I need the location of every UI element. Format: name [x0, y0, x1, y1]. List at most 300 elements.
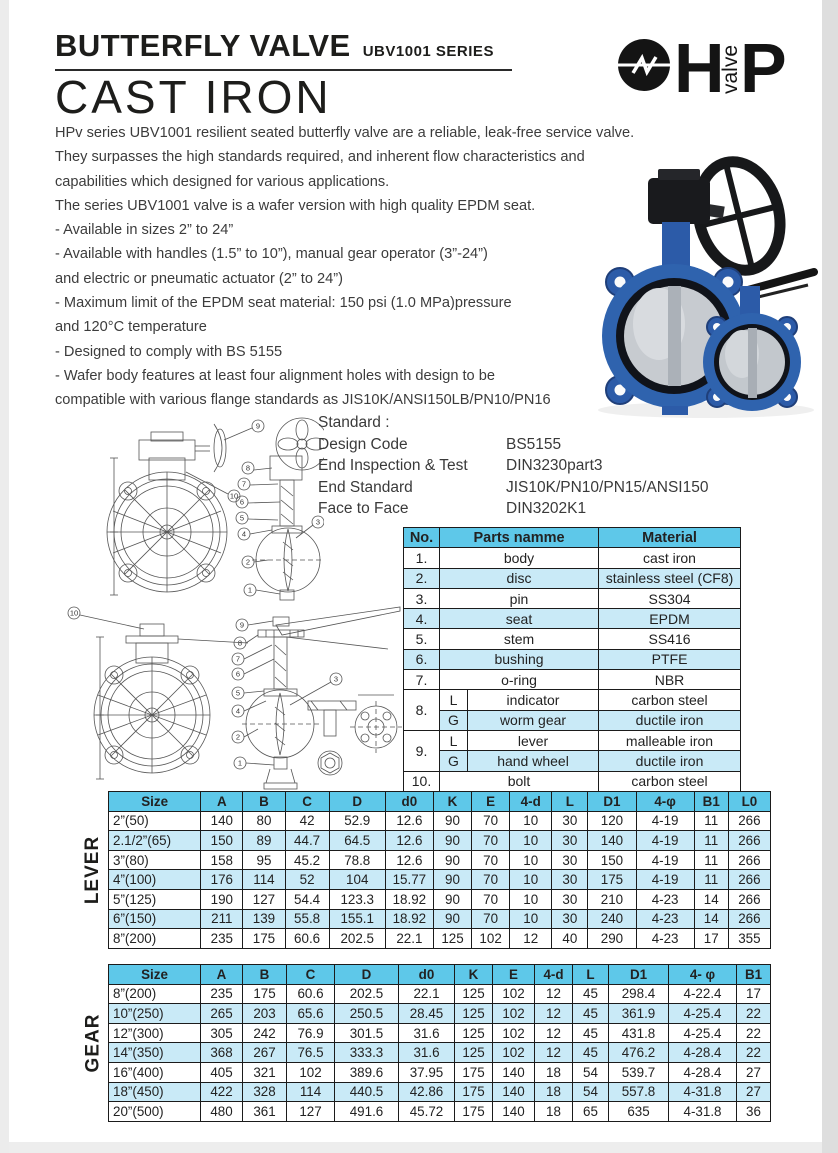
- dim-value-cell: 150: [588, 850, 636, 870]
- dim-value-cell: 12: [535, 1004, 573, 1024]
- dim-value-cell: 10: [510, 831, 552, 851]
- dim-value-cell: 12.6: [385, 811, 433, 831]
- size-cell: 2”(50): [109, 811, 201, 831]
- callout-number: 8: [237, 638, 243, 648]
- dim-value-cell: 55.8: [285, 909, 329, 929]
- dim-value-cell: 89: [243, 831, 285, 851]
- dim-value-cell: 235: [201, 984, 243, 1004]
- dim-header-cell: K: [433, 792, 471, 812]
- dim-value-cell: 175: [455, 1082, 493, 1102]
- page-subtitle: CAST IRON: [55, 71, 332, 123]
- dim-row: [109, 909, 771, 929]
- dim-header-cell: L: [573, 965, 609, 985]
- col-material: Material: [599, 528, 741, 548]
- dim-header-cell: B1: [737, 965, 771, 985]
- dim-value-cell: 90: [433, 870, 471, 890]
- dim-value-cell: 42: [285, 811, 329, 831]
- parts-table: [403, 527, 741, 792]
- dim-header-cell: E: [472, 792, 510, 812]
- dim-value-cell: 30: [552, 811, 588, 831]
- dim-value-cell: 22: [737, 1023, 771, 1043]
- dim-value-cell: 266: [728, 831, 770, 851]
- dim-value-cell: 60.6: [287, 984, 335, 1004]
- dim-value-cell: 45: [573, 984, 609, 1004]
- dim-value-cell: 175: [588, 870, 636, 890]
- dim-value-cell: 70: [472, 811, 510, 831]
- part-name-cell: indicator: [468, 690, 599, 710]
- dim-row: [109, 1062, 771, 1082]
- dim-value-cell: 235: [201, 929, 243, 949]
- dim-value-cell: 266: [728, 870, 770, 890]
- dim-row: [109, 889, 771, 909]
- dim-value-cell: 18: [535, 1102, 573, 1122]
- dim-value-cell: 54: [573, 1062, 609, 1082]
- dim-header-cell: d0: [399, 965, 455, 985]
- dim-value-cell: 175: [243, 929, 285, 949]
- gear-label: [78, 964, 108, 1122]
- dim-header-cell: D: [335, 965, 399, 985]
- dim-value-cell: 18.92: [385, 889, 433, 909]
- dim-value-cell: 4-19: [636, 870, 694, 890]
- part-name-cell: lever: [468, 730, 599, 750]
- dim-value-cell: 301.5: [335, 1023, 399, 1043]
- logo-p: P: [740, 29, 787, 107]
- dim-value-cell: 52: [285, 870, 329, 890]
- part-material-cell: ductile iron: [599, 751, 741, 771]
- dim-value-cell: 54.4: [285, 889, 329, 909]
- dim-value-cell: 539.7: [609, 1062, 669, 1082]
- callout-number: 7: [241, 479, 247, 489]
- dim-value-cell: 28.45: [399, 1004, 455, 1024]
- part-no-cell: 3.: [404, 588, 440, 608]
- size-cell: 6”(150): [109, 909, 201, 929]
- dim-value-cell: 4-23: [636, 909, 694, 929]
- dim-value-cell: 27: [737, 1062, 771, 1082]
- standard-label: Design Code: [318, 435, 408, 453]
- dim-value-cell: 76.5: [287, 1043, 335, 1063]
- dim-value-cell: 125: [433, 929, 471, 949]
- part-no-cell: 5.: [404, 629, 440, 649]
- dim-value-cell: 90: [433, 909, 471, 929]
- dim-value-cell: 70: [472, 850, 510, 870]
- parts-row: [404, 730, 741, 750]
- dim-value-cell: 11: [694, 831, 728, 851]
- dim-value-cell: 140: [493, 1082, 535, 1102]
- dim-value-cell: 114: [243, 870, 285, 890]
- part-name-cell: disc: [440, 568, 599, 588]
- dim-value-cell: 368: [201, 1043, 243, 1063]
- dim-value-cell: 10: [510, 909, 552, 929]
- intro-line: - Available in sizes 2” to 24”: [55, 222, 234, 239]
- dim-value-cell: 30: [552, 909, 588, 929]
- part-material-cell: SS416: [599, 629, 741, 649]
- dim-value-cell: 30: [552, 831, 588, 851]
- dim-value-cell: 12: [535, 1043, 573, 1063]
- dim-value-cell: 42.86: [399, 1082, 455, 1102]
- dim-header-cell: L: [552, 792, 588, 812]
- dim-value-cell: 127: [287, 1102, 335, 1122]
- dim-value-cell: 54: [573, 1082, 609, 1102]
- intro-line: compatible with various flange standards as JIS10K/ANSI150LB/PN10/PN16: [55, 392, 551, 409]
- dim-value-cell: 10: [510, 850, 552, 870]
- part-no-cell: 1.: [404, 548, 440, 568]
- dim-value-cell: 242: [243, 1023, 287, 1043]
- part-material-cell: EPDM: [599, 609, 741, 629]
- dim-value-cell: 76.9: [287, 1023, 335, 1043]
- dim-value-cell: 158: [201, 850, 243, 870]
- dim-value-cell: 60.6: [285, 929, 329, 949]
- dim-row: [109, 984, 771, 1004]
- dim-row: [109, 870, 771, 890]
- dim-header-cell: C: [285, 792, 329, 812]
- part-no-cell: 2.: [404, 568, 440, 588]
- dim-header-cell: A: [201, 792, 243, 812]
- lever-label: [78, 791, 108, 949]
- header: [55, 28, 494, 64]
- standard-row: [318, 498, 708, 520]
- dim-value-cell: 27: [737, 1082, 771, 1102]
- callout-number: 2: [235, 732, 241, 742]
- lever-header-row: [109, 792, 771, 812]
- dim-value-cell: 298.4: [609, 984, 669, 1004]
- intro-line: They surpasses the high standards required, and inherent flow characteristics and: [55, 149, 585, 166]
- dim-value-cell: 333.3: [335, 1043, 399, 1063]
- parts-row: [404, 609, 741, 629]
- standard-label: End Standard: [318, 478, 413, 496]
- part-lg-cell: L: [440, 690, 468, 710]
- dim-value-cell: 139: [243, 909, 285, 929]
- dim-value-cell: 102: [287, 1062, 335, 1082]
- callout-number: 6: [235, 669, 241, 679]
- dim-value-cell: 102: [472, 929, 510, 949]
- dim-value-cell: 102: [493, 984, 535, 1004]
- logo-h: H: [674, 29, 725, 107]
- dim-value-cell: 30: [552, 850, 588, 870]
- dim-value-cell: 22.1: [385, 929, 433, 949]
- dim-value-cell: 175: [243, 984, 287, 1004]
- dim-value-cell: 22.1: [399, 984, 455, 1004]
- dim-row: [109, 811, 771, 831]
- dim-value-cell: 4-31.8: [669, 1082, 737, 1102]
- lever-dimension-table: [108, 791, 771, 949]
- dim-value-cell: 480: [201, 1102, 243, 1122]
- dim-value-cell: 125: [455, 1043, 493, 1063]
- dim-header-cell: 4-d: [510, 792, 552, 812]
- dim-value-cell: 44.7: [285, 831, 329, 851]
- dim-row: [109, 1102, 771, 1122]
- dim-header-cell: D1: [609, 965, 669, 985]
- dim-value-cell: 202.5: [335, 984, 399, 1004]
- intro-line: capabilities which designed for various applications.: [55, 173, 390, 190]
- hp-valve-logo-icon: [606, 18, 816, 108]
- dim-value-cell: 361.9: [609, 1004, 669, 1024]
- dim-header-cell: B1: [694, 792, 728, 812]
- intro-line: The series UBV1001 valve is a wafer version with high quality EPDM seat.: [55, 197, 536, 214]
- callout-number: 3: [315, 517, 321, 527]
- intro-line: - Available with handles (1.5” to 10”), manual gear operator (3”-24”): [55, 246, 488, 263]
- dim-value-cell: 355: [728, 929, 770, 949]
- intro-line: - Designed to comply with BS 5155: [55, 343, 283, 360]
- dim-value-cell: 95: [243, 850, 285, 870]
- dim-value-cell: 10: [510, 811, 552, 831]
- callout-number: 2: [245, 557, 251, 567]
- callout-number: 3: [333, 674, 339, 684]
- dim-value-cell: 14: [694, 889, 728, 909]
- dim-value-cell: 4-23: [636, 889, 694, 909]
- size-cell: 12”(300): [109, 1023, 201, 1043]
- dim-value-cell: 12: [535, 984, 573, 1004]
- dim-value-cell: 70: [472, 831, 510, 851]
- parts-table-body: [404, 548, 741, 792]
- callout-number: 10: [229, 491, 239, 501]
- dim-value-cell: 250.5: [335, 1004, 399, 1024]
- dim-value-cell: 389.6: [335, 1062, 399, 1082]
- dim-value-cell: 140: [493, 1062, 535, 1082]
- dim-value-cell: 102: [493, 1023, 535, 1043]
- dim-value-cell: 202.5: [329, 929, 385, 949]
- dim-value-cell: 210: [588, 889, 636, 909]
- intro-line: - Maximum limit of the EPDM seat material: 150 psi (1.0 MPa)pressure: [55, 295, 512, 312]
- technical-drawing-lever-type: [52, 597, 404, 793]
- dim-value-cell: 328: [243, 1082, 287, 1102]
- part-no-cell: 9.: [404, 730, 440, 771]
- part-material-cell: ductile iron: [599, 710, 741, 730]
- dim-value-cell: 45: [573, 1043, 609, 1063]
- dim-value-cell: 70: [472, 870, 510, 890]
- dim-value-cell: 140: [588, 831, 636, 851]
- dim-value-cell: 440.5: [335, 1082, 399, 1102]
- lever-label-text: LEVER: [82, 835, 104, 905]
- dim-value-cell: 125: [455, 1004, 493, 1024]
- dim-value-cell: 45: [573, 1023, 609, 1043]
- dim-value-cell: 431.8: [609, 1023, 669, 1043]
- dim-value-cell: 125: [455, 984, 493, 1004]
- dim-value-cell: 4-19: [636, 850, 694, 870]
- dim-value-cell: 78.8: [329, 850, 385, 870]
- part-name-cell: bushing: [440, 649, 599, 669]
- dim-header-cell: d0: [385, 792, 433, 812]
- parts-row: [404, 629, 741, 649]
- dim-value-cell: 90: [433, 831, 471, 851]
- dim-value-cell: 476.2: [609, 1043, 669, 1063]
- gear-table-body: [109, 984, 771, 1121]
- page-title: BUTTERFLY VALVE: [55, 28, 351, 63]
- part-no-cell: 8.: [404, 690, 440, 731]
- size-cell: 8”(200): [109, 929, 201, 949]
- dim-row: [109, 1004, 771, 1024]
- parts-header-row: [404, 528, 741, 548]
- dim-value-cell: 240: [588, 909, 636, 929]
- lever-dimension-section: [78, 791, 771, 949]
- part-name-cell: hand wheel: [468, 751, 599, 771]
- dim-value-cell: 405: [201, 1062, 243, 1082]
- part-name-cell: pin: [440, 588, 599, 608]
- page-edge-left: [0, 0, 9, 1153]
- callout-number: 9: [239, 620, 245, 630]
- dim-row: [109, 831, 771, 851]
- part-no-cell: 7.: [404, 670, 440, 690]
- dim-value-cell: 361: [243, 1102, 287, 1122]
- dim-value-cell: 45.2: [285, 850, 329, 870]
- dim-value-cell: 70: [472, 889, 510, 909]
- dim-value-cell: 557.8: [609, 1082, 669, 1102]
- dim-value-cell: 30: [552, 870, 588, 890]
- standard-value: BS5155: [506, 435, 562, 453]
- dim-value-cell: 30: [552, 889, 588, 909]
- intro-line: and electric or pneumatic actuator (2” to 24”): [55, 270, 343, 287]
- dim-value-cell: 176: [201, 870, 243, 890]
- dim-value-cell: 203: [243, 1004, 287, 1024]
- size-cell: 16”(400): [109, 1062, 201, 1082]
- size-cell: 2.1/2”(65): [109, 831, 201, 851]
- parts-row: [404, 670, 741, 690]
- dim-header-cell: A: [201, 965, 243, 985]
- dim-value-cell: 190: [201, 889, 243, 909]
- dim-value-cell: 266: [728, 889, 770, 909]
- size-cell: 20”(500): [109, 1102, 201, 1122]
- dim-value-cell: 22: [737, 1043, 771, 1063]
- standard-row: [318, 434, 708, 456]
- dim-value-cell: 491.6: [335, 1102, 399, 1122]
- standards-heading: Standard :: [318, 414, 390, 431]
- part-material-cell: carbon steel: [599, 690, 741, 710]
- size-cell: 4”(100): [109, 870, 201, 890]
- dim-header-cell: D: [329, 792, 385, 812]
- dim-value-cell: 140: [493, 1102, 535, 1122]
- dim-value-cell: 90: [433, 850, 471, 870]
- part-lg-cell: L: [440, 730, 468, 750]
- standard-row: [318, 477, 708, 499]
- dim-value-cell: 635: [609, 1102, 669, 1122]
- dim-header-cell: 4-d: [535, 965, 573, 985]
- logo-valve-vertical: valve: [719, 44, 742, 94]
- dim-value-cell: 321: [243, 1062, 287, 1082]
- gear-label-text: GEAR: [82, 1013, 103, 1073]
- part-material-cell: cast iron: [599, 548, 741, 568]
- callout-number: 1: [247, 585, 253, 595]
- standard-row: [318, 455, 708, 477]
- dim-value-cell: 65.6: [287, 1004, 335, 1024]
- dim-value-cell: 36: [737, 1102, 771, 1122]
- parts-row: [404, 710, 741, 730]
- dim-value-cell: 127: [243, 889, 285, 909]
- standards-rows: [318, 434, 708, 520]
- dim-value-cell: 15.77: [385, 870, 433, 890]
- dim-value-cell: 120: [588, 811, 636, 831]
- dim-value-cell: 10: [510, 870, 552, 890]
- standard-value: JIS10K/PN10/PN15/ANSI150: [506, 478, 709, 496]
- dim-value-cell: 140: [201, 811, 243, 831]
- callout-number: 8: [245, 463, 251, 473]
- dim-value-cell: 40: [552, 929, 588, 949]
- parts-row: [404, 649, 741, 669]
- dim-header-cell: K: [455, 965, 493, 985]
- dim-value-cell: 266: [728, 811, 770, 831]
- part-name-cell: worm gear: [468, 710, 599, 730]
- part-lg-cell: G: [440, 751, 468, 771]
- dim-value-cell: 4-28.4: [669, 1062, 737, 1082]
- gear-dimension-table: [108, 964, 771, 1122]
- dim-header-cell: E: [493, 965, 535, 985]
- dim-header-cell: L0: [728, 792, 770, 812]
- dim-header-cell: D1: [588, 792, 636, 812]
- standards-block: [318, 412, 708, 520]
- dim-row: [109, 929, 771, 949]
- gear-header-row: [109, 965, 771, 985]
- dim-value-cell: 123.3: [329, 889, 385, 909]
- dim-value-cell: 266: [728, 850, 770, 870]
- intro-line: HPv series UBV1001 resilient seated butterfly valve are a reliable, leak-free service valve.: [55, 125, 635, 141]
- page-edge-bottom: [9, 1142, 822, 1153]
- dim-row: [109, 1023, 771, 1043]
- size-cell: 14”(350): [109, 1043, 201, 1063]
- standard-value: DIN3230part3: [506, 457, 603, 474]
- dim-value-cell: 90: [433, 889, 471, 909]
- part-no-cell: 4.: [404, 609, 440, 629]
- parts-row: [404, 588, 741, 608]
- part-name-cell: seat: [440, 609, 599, 629]
- dim-value-cell: 18.92: [385, 909, 433, 929]
- technical-drawing-gear-type: [52, 410, 324, 604]
- part-material-cell: carbon steel: [599, 771, 741, 791]
- intro-line: and 120°C temperature: [55, 319, 207, 336]
- part-material-cell: malleable iron: [599, 730, 741, 750]
- dim-value-cell: 4-19: [636, 831, 694, 851]
- standard-label: Face to Face: [318, 500, 409, 517]
- callout-number: 4: [241, 529, 247, 539]
- part-material-cell: SS304: [599, 588, 741, 608]
- parts-row: [404, 568, 741, 588]
- dim-header-cell: 4-φ: [636, 792, 694, 812]
- dim-row: [109, 850, 771, 870]
- dim-value-cell: 155.1: [329, 909, 385, 929]
- dim-value-cell: 12: [510, 929, 552, 949]
- dim-value-cell: 37.95: [399, 1062, 455, 1082]
- part-material-cell: NBR: [599, 670, 741, 690]
- dim-value-cell: 4-25.4: [669, 1023, 737, 1043]
- size-cell: 5”(125): [109, 889, 201, 909]
- dim-value-cell: 265: [201, 1004, 243, 1024]
- dim-value-cell: 4-25.4: [669, 1004, 737, 1024]
- dim-value-cell: 64.5: [329, 831, 385, 851]
- callout-number: 5: [239, 513, 245, 523]
- dim-value-cell: 31.6: [399, 1043, 455, 1063]
- callout-number: 1: [237, 758, 243, 768]
- size-cell: 8”(200): [109, 984, 201, 1004]
- dim-value-cell: 290: [588, 929, 636, 949]
- intro-paragraph: [55, 121, 634, 413]
- part-no-cell: 10.: [404, 771, 440, 791]
- dim-value-cell: 305: [201, 1023, 243, 1043]
- dim-value-cell: 102: [493, 1043, 535, 1063]
- dim-header-cell: 4- φ: [669, 965, 737, 985]
- size-cell: 3”(80): [109, 850, 201, 870]
- dim-value-cell: 102: [493, 1004, 535, 1024]
- col-parts-name: Parts namme: [440, 528, 599, 548]
- dim-header-cell: B: [243, 965, 287, 985]
- part-name-cell: bolt: [440, 771, 599, 791]
- callout-number: 7: [235, 654, 241, 664]
- parts-row: [404, 548, 741, 568]
- dim-value-cell: 22: [737, 1004, 771, 1024]
- gear-dimension-section: [78, 964, 771, 1122]
- dim-value-cell: 80: [243, 811, 285, 831]
- standard-value: DIN3202K1: [506, 500, 587, 517]
- dim-value-cell: 422: [201, 1082, 243, 1102]
- dim-value-cell: 125: [455, 1023, 493, 1043]
- dim-value-cell: 11: [694, 811, 728, 831]
- callout-number: 9: [255, 421, 261, 431]
